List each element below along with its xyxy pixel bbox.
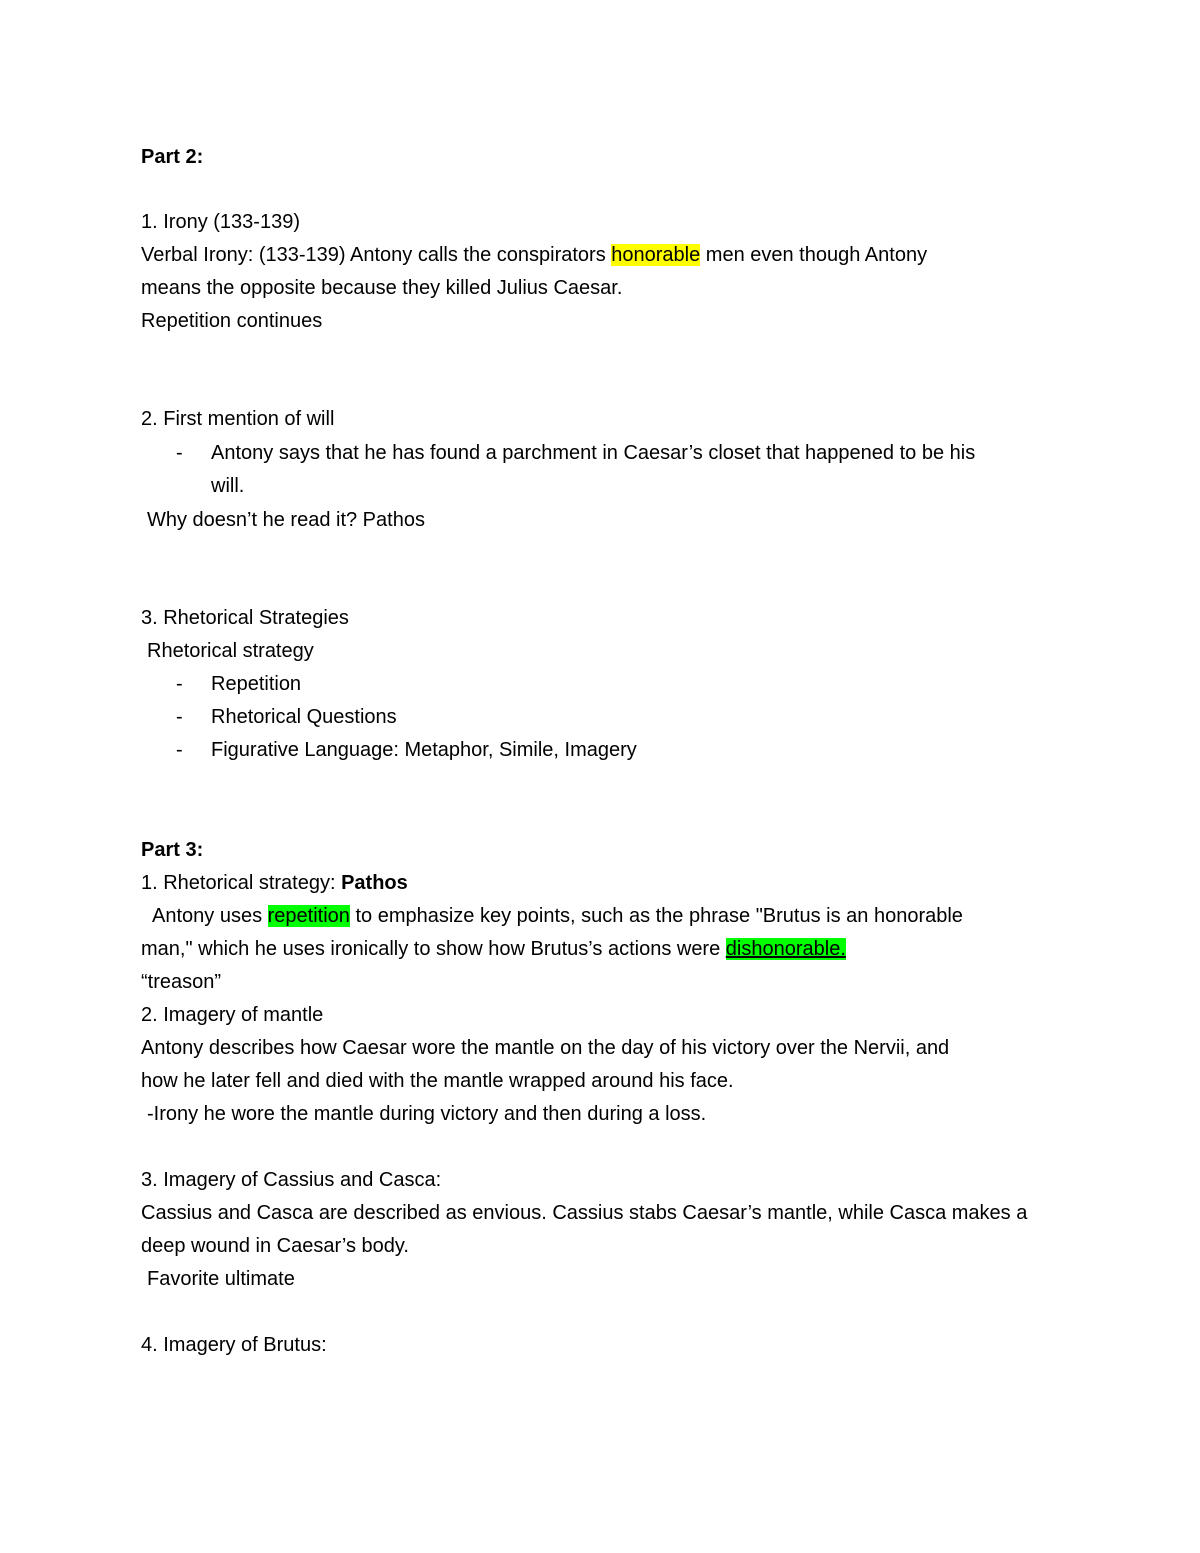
highlight-honorable: honorable [611,244,701,266]
part3-item2-line2: how he later fell and died with the mantle wrapped around his face. [141,1070,734,1092]
part2-item3-title: 3. Rhetorical Strategies [141,607,349,629]
part3-item2-line3: -Irony he wore the mantle during victory and then during a loss. [147,1103,707,1125]
part3-item3-title: 3. Imagery of Cassius and Casca: [141,1169,442,1191]
part3-item1-line1 [152,900,963,933]
part3-item2-title: 2. Imagery of mantle [141,1004,324,1026]
part3-item2-line1: Antony describes how Caesar wore the mantle on the day of his victory over the Nervii, and [141,1037,950,1059]
dash-bullet: - [176,673,183,695]
part3-item4-title: 4. Imagery of Brutus: [141,1334,327,1356]
text-segment: 1. Rhetorical strategy: [141,872,342,894]
part3-item1-title [141,867,408,900]
text-segment: man," which he uses ironically to show how Brutus’s actions were [141,938,726,960]
highlight-repetition: repetition [267,905,350,927]
highlight-dishonorable: dishonorable. [725,938,846,960]
pathos-label: Pathos [341,872,408,894]
part2-item1-line2: means the opposite because they killed Julius Caesar. [141,277,623,299]
part3-item3-line2: deep wound in Caesar’s body. [141,1235,409,1257]
text-segment: Antony uses [152,905,268,927]
dash-bullet: - [176,739,183,761]
part2-item1-title: 1. Irony (133-139) [141,211,300,233]
text-segment: Verbal Irony: (133-139) Antony calls the conspirators [141,244,612,266]
part3-item1-line3: “treason” [141,971,222,993]
text-segment: men even though Antony [700,244,928,266]
part3-item1-line2 [141,933,846,966]
part3-item3-line3: Favorite ultimate [147,1268,295,1290]
dash-bullet: - [176,706,183,728]
part2-item2-title: 2. First mention of will [141,408,335,430]
part2-item3-bullet: Repetition [211,673,302,695]
part3-item3-line1: Cassius and Casca are described as envious. Cassius stabs Caesar’s mantle, while Casca makes a [141,1202,1028,1224]
text-segment: to emphasize key points, such as the phrase "Brutus is an honorable [349,905,963,927]
part2-item2-bullet-line2: will. [211,475,245,497]
part2-item2-bullet-line1: Antony says that he has found a parchment in Caesar’s closet that happened to be his [211,442,976,464]
part2-item3-bullet: Figurative Language: Metaphor, Simile, Imagery [211,739,637,761]
part2-item1-line1 [141,239,927,272]
part3-heading: Part 3: [141,839,204,861]
part2-item2-question: Why doesn’t he read it? Pathos [147,509,425,531]
part2-item3-bullet: Rhetorical Questions [211,706,397,728]
dash-bullet: - [176,442,183,464]
part2-heading: Part 2: [141,146,204,168]
part2-item3-subtitle: Rhetorical strategy [147,640,314,662]
part2-item1-line3: Repetition continues [141,310,323,332]
